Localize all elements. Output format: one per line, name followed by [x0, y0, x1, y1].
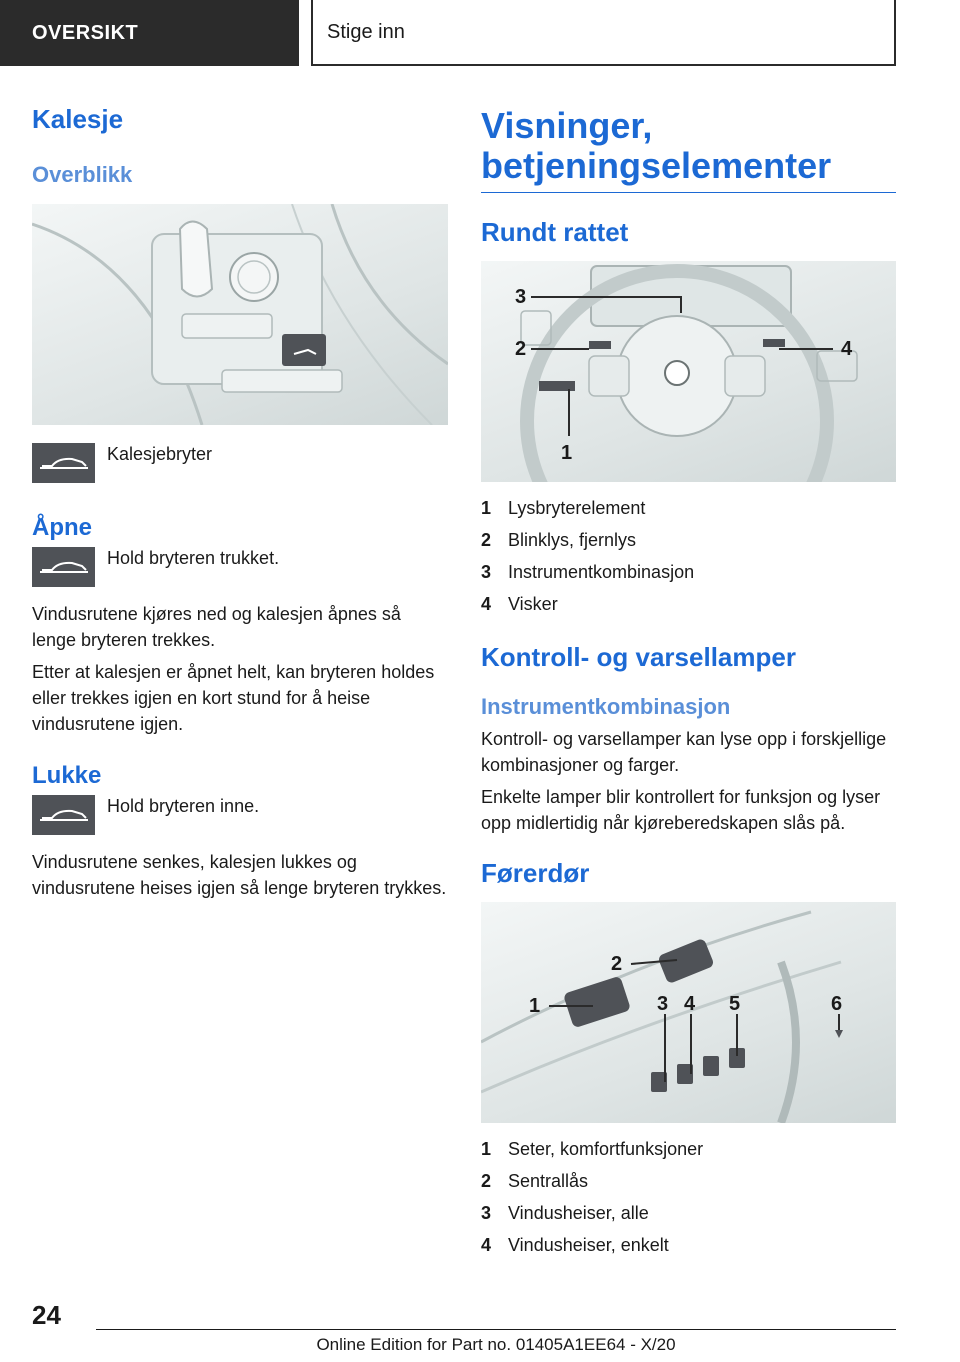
callout-1: 1	[561, 442, 573, 464]
right-column	[481, 100, 896, 1261]
open-paragraph-2: Etter at kalesjen er åpnet helt, kan bryteren holdes eller trekkes igjen en kort stund for å heise vindusrutene igjen.	[32, 662, 435, 734]
subheading-overblikk: Overblikk	[32, 162, 133, 187]
steering-legend-list	[481, 492, 896, 620]
switch-caption-row	[32, 443, 448, 483]
list-item: 1 Lysbryterelement	[481, 498, 646, 518]
convertible-top-icon	[32, 795, 95, 835]
left-column	[32, 100, 448, 901]
footer-divider	[96, 1329, 896, 1330]
convertible-top-icon	[32, 547, 95, 587]
lamps-paragraph-2: Enkelte lamper blir kontrollert for funksjon og lyser opp midlertidig når kjøreberedskapen slås på.	[481, 787, 881, 833]
callout-3: 3	[657, 993, 669, 1015]
heading-kontroll-varsellamper: Kontroll- og varsellamper	[481, 642, 796, 672]
list-item: 3 Vindusheiser, alle	[481, 1203, 649, 1223]
steering-wheel-illustration	[481, 261, 896, 482]
steering-wheel-figure	[481, 261, 896, 482]
page-main-heading	[481, 106, 896, 193]
list-item: 2 Sentrallås	[481, 1171, 589, 1191]
callout-5: 5	[729, 993, 741, 1015]
center-console-illustration	[32, 204, 448, 425]
center-console-figure	[32, 204, 448, 425]
list-item: 4 Visker	[481, 594, 558, 614]
driver-door-illustration	[481, 902, 896, 1123]
heading-close: Lukke	[32, 762, 102, 789]
list-item: 1 Seter, komfortfunksjoner	[481, 1139, 704, 1159]
close-instruction: Hold bryteren inne.	[107, 796, 260, 816]
close-paragraph-1: Vindusrutene senkes, kalesjen lukkes og vindusrutene heises igjen så lenge bryteren trykkes.	[32, 852, 447, 898]
open-instruction-row	[32, 547, 448, 587]
close-instruction-row	[32, 795, 448, 835]
open-paragraph-1: Vindusrutene kjøres ned og kalesjen åpnes så lenge bryteren trekkes.	[32, 604, 401, 650]
section-tab: OVERSIKT	[0, 0, 299, 66]
list-item: 2 Blinklys, fjernlys	[481, 530, 637, 550]
subheading-instrumentkombinasjon: Instrumentkombinasjon	[481, 694, 731, 719]
heading-forerdor: Førerdør	[481, 858, 590, 888]
callout-2: 2	[611, 953, 623, 975]
door-legend-list	[481, 1133, 896, 1261]
callout-2: 2	[515, 338, 527, 360]
convertible-top-icon	[32, 443, 95, 483]
heading-rundt-rattet: Rundt rattet	[481, 217, 629, 247]
chapter-tab: Stige inn	[311, 0, 896, 66]
main-heading-line-2: betjeningselementer	[481, 145, 832, 186]
list-item: 4 Vindusheiser, enkelt	[481, 1235, 669, 1255]
callout-1: 1	[529, 995, 541, 1017]
main-heading-line-1: Visninger,	[481, 105, 653, 146]
callout-3: 3	[515, 286, 527, 308]
callout-6: 6	[831, 993, 843, 1015]
lamps-paragraph-1: Kontroll- og varsellamper kan lyse opp i forskjellige kombinasjoner og farger.	[481, 729, 887, 775]
callout-4: 4	[841, 338, 853, 360]
section-heading-kalesje: Kalesje	[32, 104, 124, 134]
open-instruction: Hold bryteren trukket.	[107, 548, 280, 568]
footer-edition: Online Edition for Part no. 01405A1EE64 - X/20	[316, 1335, 676, 1354]
page-header	[0, 0, 960, 66]
callout-4: 4	[684, 993, 696, 1015]
page-number: 24	[32, 1300, 61, 1330]
heading-open: Åpne	[32, 514, 92, 541]
switch-caption: Kalesjebryter	[107, 444, 213, 464]
list-item: 3 Instrumentkombinasjon	[481, 562, 695, 582]
driver-door-figure	[481, 902, 896, 1123]
